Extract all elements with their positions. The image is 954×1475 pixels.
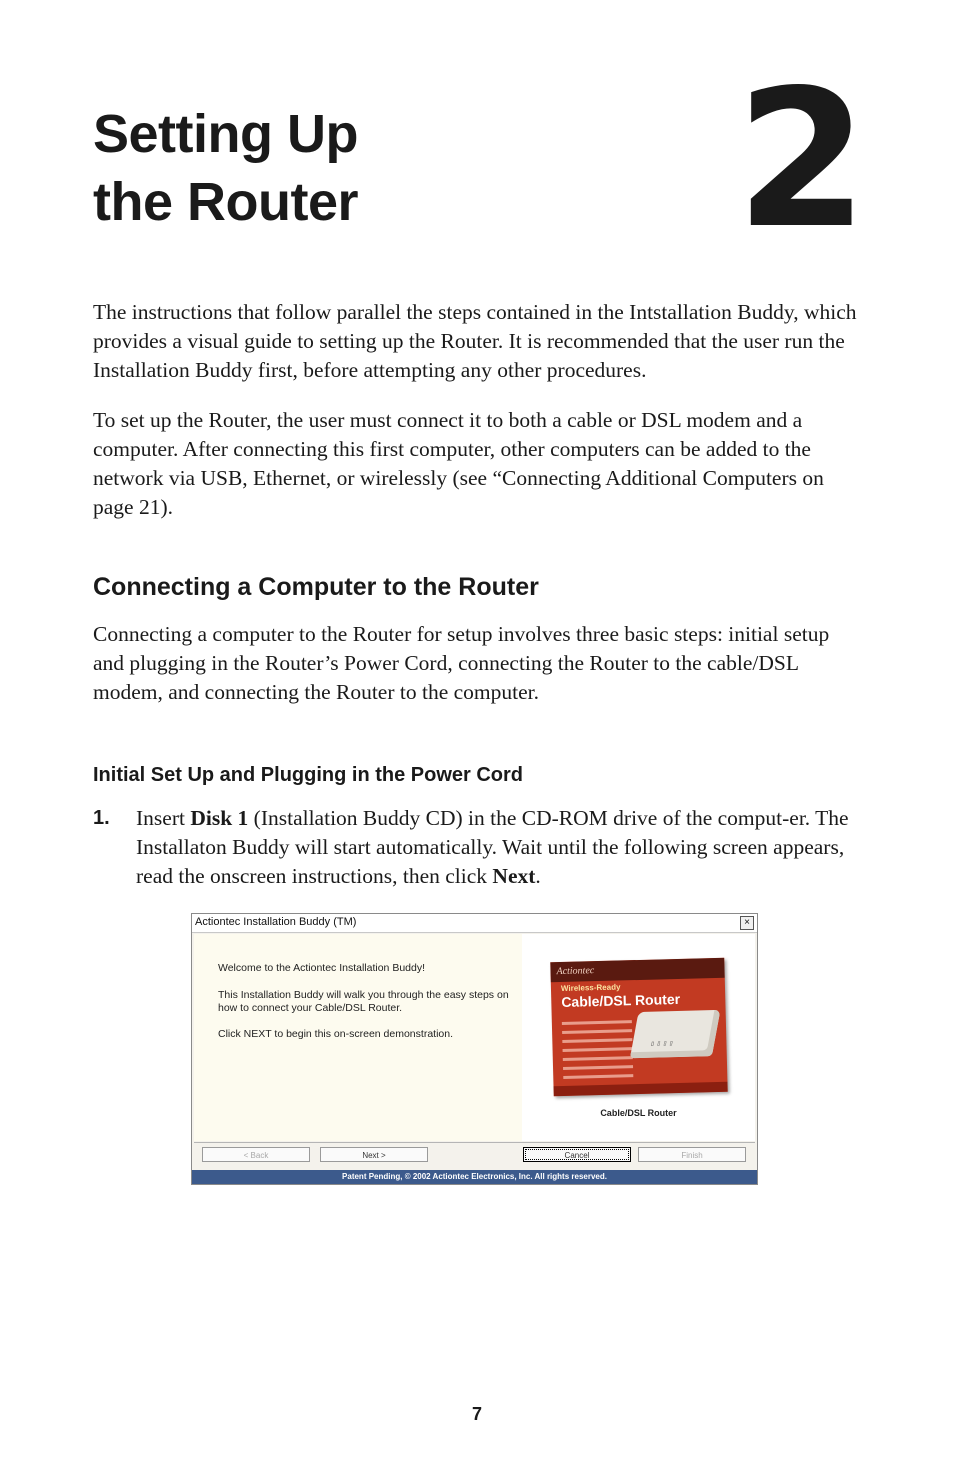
box-subtitle: Wireless-Ready [560,982,621,994]
next-emphasis: Next [492,864,536,888]
chapter-title-line-1: Setting Up [93,104,358,164]
product-panel [522,934,755,1141]
product-caption: Cable/DSL Router [600,1108,677,1118]
window-title: Actiontec Installation Buddy (TM) [195,916,357,928]
finish-button[interactable]: Finish [638,1147,746,1162]
subsection-heading: Initial Set Up and Plugging in the Power Cord [93,764,524,786]
intro-paragraph-2: To set up the Router, the user must connect it to both a cable or DSL modem and a computer. After connecting this first computer, other computers can be added to the network via USB, Ethernet, or wirelessly (see “Connecting Additional Computers on page 21). [93,408,824,519]
installation-buddy-screenshot [191,913,758,1185]
welcome-panel [194,934,522,1141]
section-heading: Connecting a Computer to the Router [93,573,539,601]
window-titlebar [192,914,757,933]
page-number: 7 [471,1404,482,1424]
click-next-text: Click NEXT to begin this on-screen demonstration. [218,1028,453,1040]
step-text [136,804,864,891]
router-box-image [550,958,727,1097]
chapter-number: 2 [735,49,862,270]
button-divider [194,1142,755,1143]
back-button[interactable]: < Back [202,1147,310,1162]
copyright-status-bar: Patent Pending, © 2002 Actiontec Electronics, Inc. All rights reserved. [192,1170,757,1184]
close-icon[interactable]: × [740,916,754,930]
step-text-part-b: (Installation Buddy CD) in the CD-ROM drive of the comput-er. The Installaton Buddy will start automatically. Wait until the following screen appears, read the onscreen instructions, then click [136,806,849,888]
instruction-text: This Installation Buddy will walk you through the easy steps on how to connect your Cable/DSL Router. [218,989,509,1014]
chapter-title [93,100,613,236]
step-text-part-a: Insert [136,806,191,830]
cancel-button[interactable]: Cancel [523,1147,631,1162]
box-feature-lines [562,1020,634,1085]
intro-paragraph-1: The instructions that follow parallel the steps contained in the Intstallation Buddy, which provides a visual guide to setting up the Router. It is recommended that the user run the Installation Buddy first, before attempting any other procedures. [93,300,857,382]
box-brand-logo: Actiontec [556,965,595,978]
disk-1-emphasis: Disk 1 [190,806,249,830]
section-paragraph: Connecting a computer to the Router for setup involves three basic steps: initial setup and plugging in the Router’s Power Cord, connecting the Router to the cable/DSL modem, and connecting the Router to the computer. [93,622,830,704]
box-title: Cable/DSL Router [561,990,681,1011]
next-button[interactable]: Next > [320,1147,428,1162]
step-text-part-c: . [535,864,541,888]
chapter-title-line-2: the Router [93,172,358,232]
router-icon: ▯▯▯▯ [630,1010,721,1058]
step-number: 1. [93,807,110,829]
welcome-text: Welcome to the Actiontec Installation Buddy! [218,962,426,974]
